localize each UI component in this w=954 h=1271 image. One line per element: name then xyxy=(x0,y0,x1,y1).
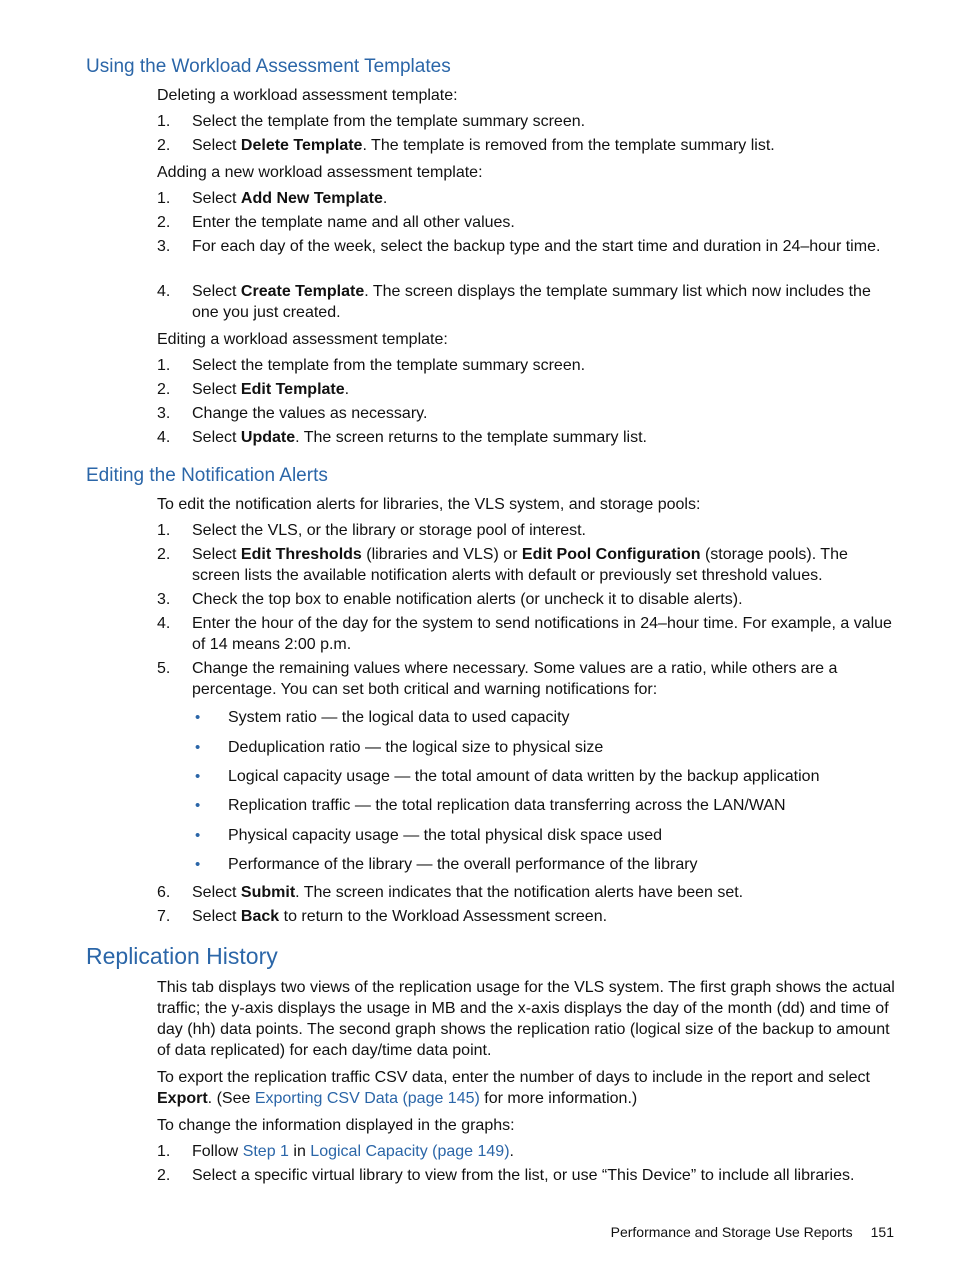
deleting-intro: Deleting a workload assessment template: xyxy=(157,87,458,104)
link-step-1[interactable]: Step 1 xyxy=(242,1143,289,1160)
heading-workload-templates: Using the Workload Assessment Templates xyxy=(86,56,451,77)
page-footer xyxy=(611,1222,894,1243)
heading-replication-history: Replication History xyxy=(86,943,278,969)
bullet-icon: • xyxy=(195,797,201,814)
page-number: 151 xyxy=(870,1224,894,1240)
change-info-intro: To change the information displayed in the graphs: xyxy=(157,1117,515,1134)
replication-paragraph: This tab displays two views of the replication usage for the VLS system. The first graph shows the actual traffic; the y-axis displays the usage in MB and the x-axis displays the day of the month (dd) and time of day (hh) data points. The second graph shows the replication ratio (logical size of the backup to amount of data replicated) for each day/time data point. xyxy=(157,979,895,1059)
editing-intro: Editing a workload assessment template: xyxy=(157,331,448,348)
bullet-icon: • xyxy=(195,709,201,726)
footer-title: Performance and Storage Use Reports xyxy=(610,1224,853,1240)
link-logical-capacity[interactable]: Logical Capacity (page 149) xyxy=(310,1143,510,1160)
bullet-icon: • xyxy=(195,768,201,785)
bullet-icon: • xyxy=(195,856,201,873)
adding-intro: Adding a new workload assessment template: xyxy=(157,164,483,181)
document-page: Using the Workload Assessment Templates Deleting a workload assessment template: 1. Select the template from the template summary screen. 2. Select Delete Template. The template is removed from the template summary list. Adding a new workload assessment template: 1. Select Add New Template. 2. Enter the template name and all other values. 3. For each day of the week, select the backup type and the start time and duration in 24–hour time. 4. Select Create Template. The screen displays the template summary list which now includes the one you just created. Editing a workload assessment template: 1. Select the template from the template summary screen. 2. Select Edit Template. 3. Change the values as necessary. 4. Select Update. The screen returns to the template summary list. Editing the Notification Alerts To edit the notification alerts for libraries, the VLS system, and storage pools: 1. Select the VLS, or the library or storage pool of interest. 2. Select Edit Thresholds (libraries and VLS) or Edit Pool Configuration (storage pools). The screen lists the available notification alerts with default or previously set threshold values. 3. Check the top box to enable notification alerts (or uncheck it to disable alerts). 4. Enter the hour of the day for the system to send notifications in 24–hour time. For example, a value of 14 means 2:00 p.m. 5. Change the remaining values where necessary. Some values are a ratio, while others are a percentage. You can set both critical and warning notifications for: • System ratio — the logical data to used capacity • Deduplication ratio — the logical size to physical size • Logical capacity usage — the total amount of data written by the backup application • Replication traffic — the total replication data transferring across the LAN/WAN • Physical capacity usage — the total physical disk space used • Performance of the library — the overall performance of the library 6. Select Submit. The screen indicates that the notification alerts have been set. 7. Select Back to return to the Workload Assessment screen. Replication History This tab displays two views of the replication usage for the VLS system. The first graph shows the actual traffic; the y-axis displays the usage in MB and the x-axis displays the day of the month (dd) and time of day (hh) data points. The second graph shows the replication ratio (logical size of the backup to amount of data replicated) for each day/time data point. To export the replication traffic CSV data, enter the number of days to include in the report and select Export. (See Exporting CSV Data (page 145) for more information.) To change the information displayed in the graphs: 1. Follow Step 1 in Logical Capacity (page 149). 2. Select a specific virtual library to view from the list, or use “This Device” to include all libraries. Performance and Storage Use Reports 151 xyxy=(0,0,954,1271)
bullet-icon: • xyxy=(195,739,201,756)
export-paragraph: To export the replication traffic CSV data, enter the number of days to include in the report and select Export. (See Exporting CSV Data (page 145) for more information.) xyxy=(157,1069,870,1107)
heading-notification-alerts: Editing the Notification Alerts xyxy=(86,465,328,486)
bullet-icon: • xyxy=(195,827,201,844)
link-exporting-csv[interactable]: Exporting CSV Data (page 145) xyxy=(254,1090,480,1107)
notification-intro: To edit the notification alerts for libraries, the VLS system, and storage pools: xyxy=(157,496,701,513)
